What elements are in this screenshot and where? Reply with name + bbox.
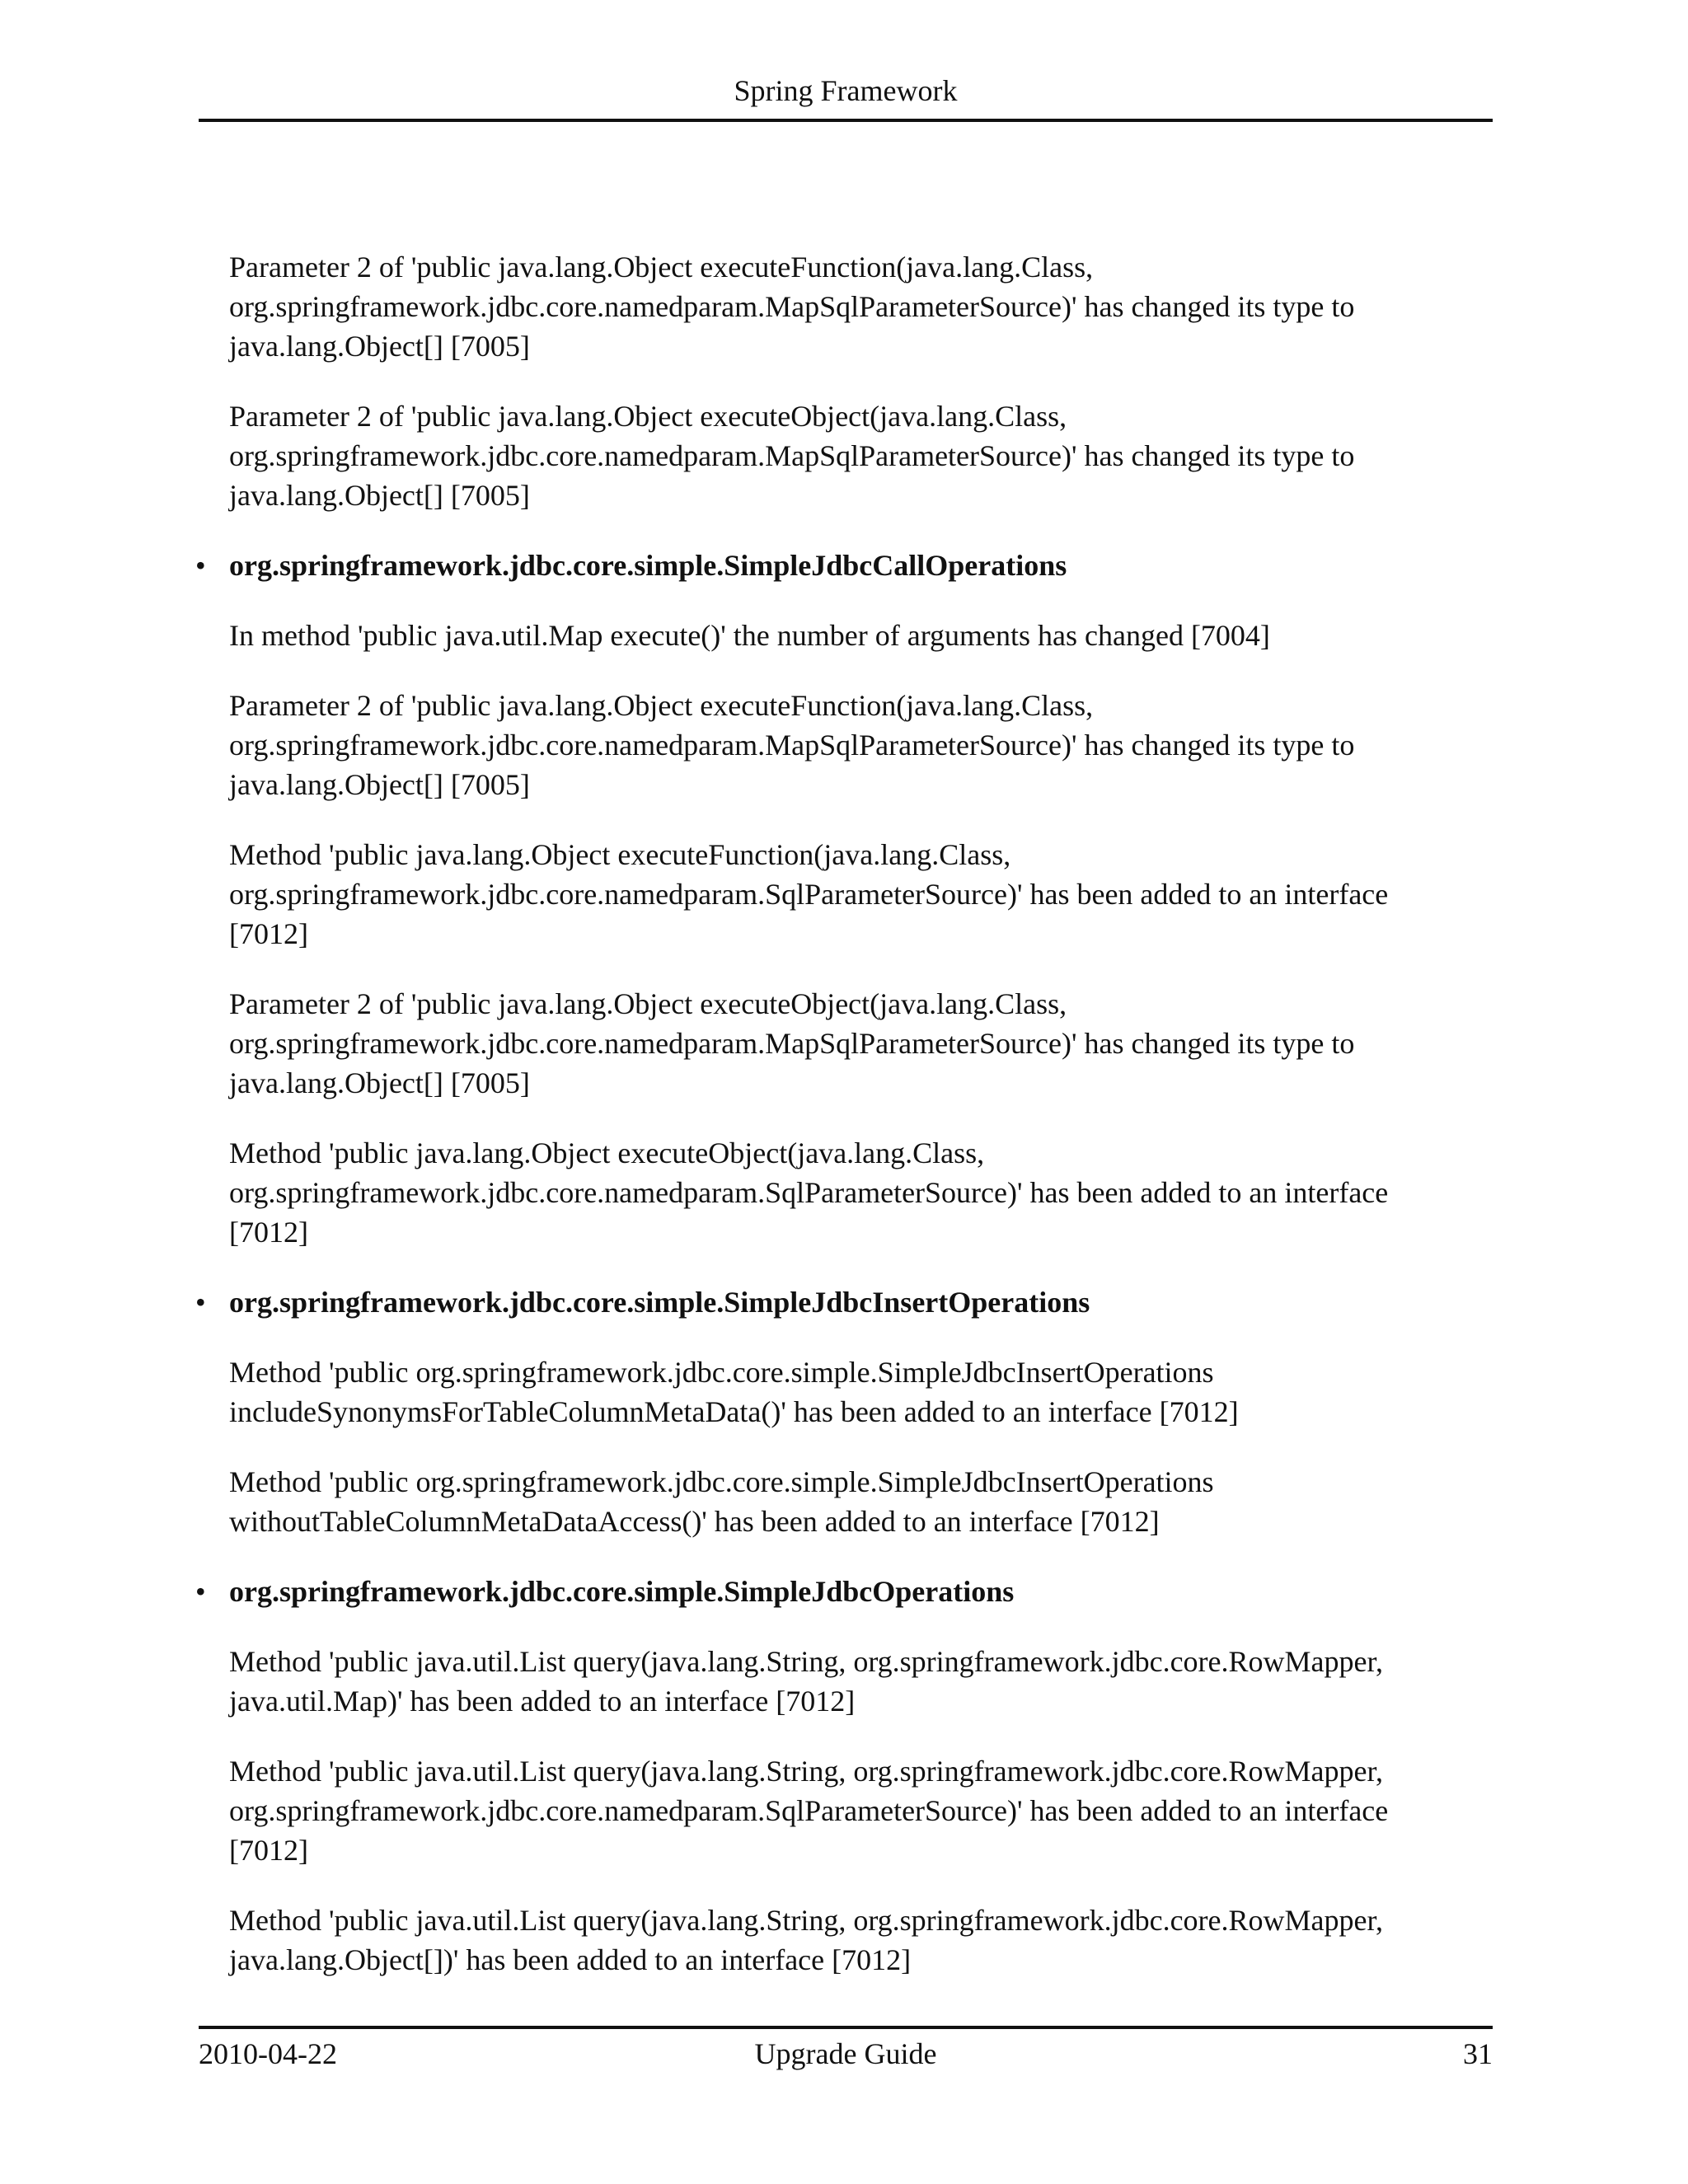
entry-line: withoutTableColumnMetaDataAccess()' has been added to an interface [7012] [229, 1505, 1160, 1538]
entry-line: java.lang.Object[] [7005] [229, 479, 530, 512]
entry-line: Parameter 2 of 'public java.lang.Object executeFunction(java.lang.Class, [229, 689, 1094, 722]
section-heading [194, 1572, 1447, 1611]
section-heading [194, 546, 1447, 585]
entry-line: Method 'public org.springframework.jdbc.core.simple.SimpleJdbcInsertOperations [229, 1356, 1214, 1389]
change-entry [229, 396, 1447, 515]
entry-line: org.springframework.jdbc.core.namedparam.SqlParameterSource)' has been added to an interface [229, 878, 1389, 911]
entry-line: org.springframework.jdbc.core.namedparam.MapSqlParameterSource)' has changed its type to [229, 290, 1355, 323]
entry-line: [7012] [229, 1216, 308, 1249]
entry-line: java.lang.Object[] [7005] [229, 1066, 530, 1099]
section-title: org.springframework.jdbc.core.simple.SimpleJdbcCallOperations [229, 549, 1067, 582]
change-entry [229, 616, 1447, 655]
entry-line: [7012] [229, 917, 308, 950]
section-heading [194, 1282, 1447, 1322]
change-entry [229, 1352, 1447, 1432]
change-entry [229, 1900, 1447, 1980]
entry-line: Method 'public java.util.List query(java.lang.String, org.springframework.jdbc.core.RowMapper, [229, 1645, 1384, 1678]
entry-line: java.lang.Object[])' has been added to an interface [7012] [229, 1943, 912, 1976]
change-entry [229, 835, 1447, 954]
page-number: 31 [1463, 2037, 1493, 2070]
page-header [199, 74, 1493, 122]
entry-line: Parameter 2 of 'public java.lang.Object executeObject(java.lang.Class, [229, 987, 1067, 1020]
entry-line: org.springframework.jdbc.core.namedparam.SqlParameterSource)' has been added to an interface [229, 1176, 1389, 1209]
section-title: org.springframework.jdbc.core.simple.SimpleJdbcInsertOperations [229, 1286, 1090, 1319]
change-entry [229, 1751, 1447, 1870]
entry-line: Parameter 2 of 'public java.lang.Object executeFunction(java.lang.Class, [229, 251, 1094, 284]
entry-line: Parameter 2 of 'public java.lang.Object executeObject(java.lang.Class, [229, 400, 1067, 433]
header-title: Spring Framework [734, 74, 958, 107]
change-entry [229, 1642, 1447, 1721]
entry-line: In method 'public java.util.Map execute()' the number of arguments has changed [7004] [229, 619, 1270, 652]
entry-line: java.lang.Object[] [7005] [229, 768, 530, 801]
change-entry [229, 247, 1447, 366]
bullet-icon: • [195, 1575, 206, 1608]
bullet-icon: • [195, 1286, 206, 1319]
footer-date: 2010-04-22 [199, 2037, 337, 2070]
document-body [194, 247, 1447, 2010]
change-entry [229, 984, 1447, 1103]
change-entry [229, 686, 1447, 804]
entry-line: Method 'public java.util.List query(java.lang.String, org.springframework.jdbc.core.RowMapper, [229, 1904, 1384, 1937]
bullet-icon: • [195, 549, 206, 582]
entry-line: org.springframework.jdbc.core.namedparam.MapSqlParameterSource)' has changed its type to [229, 1027, 1355, 1060]
entry-line: java.lang.Object[] [7005] [229, 330, 530, 363]
entry-line: org.springframework.jdbc.core.namedparam.MapSqlParameterSource)' has changed its type to [229, 729, 1355, 762]
entry-line: includeSynonymsForTableColumnMetaData()' has been added to an interface [7012] [229, 1395, 1239, 1428]
entry-line: java.util.Map)' has been added to an interface [7012] [229, 1685, 856, 1718]
entry-line: Method 'public java.lang.Object executeObject(java.lang.Class, [229, 1137, 985, 1169]
change-entry [229, 1462, 1447, 1541]
footer-title: Upgrade Guide [754, 2037, 937, 2070]
page-footer [199, 2026, 1493, 2075]
entry-line: Method 'public java.lang.Object executeFunction(java.lang.Class, [229, 838, 1011, 871]
section-title: org.springframework.jdbc.core.simple.SimpleJdbcOperations [229, 1575, 1015, 1608]
change-entry [229, 1133, 1447, 1252]
entry-line: Method 'public org.springframework.jdbc.core.simple.SimpleJdbcInsertOperations [229, 1465, 1214, 1498]
entry-line: Method 'public java.util.List query(java.lang.String, org.springframework.jdbc.core.RowMapper, [229, 1755, 1384, 1788]
entry-line: [7012] [229, 1834, 308, 1867]
entry-line: org.springframework.jdbc.core.namedparam.SqlParameterSource)' has been added to an interface [229, 1794, 1389, 1827]
entry-line: org.springframework.jdbc.core.namedparam.MapSqlParameterSource)' has changed its type to [229, 439, 1355, 472]
